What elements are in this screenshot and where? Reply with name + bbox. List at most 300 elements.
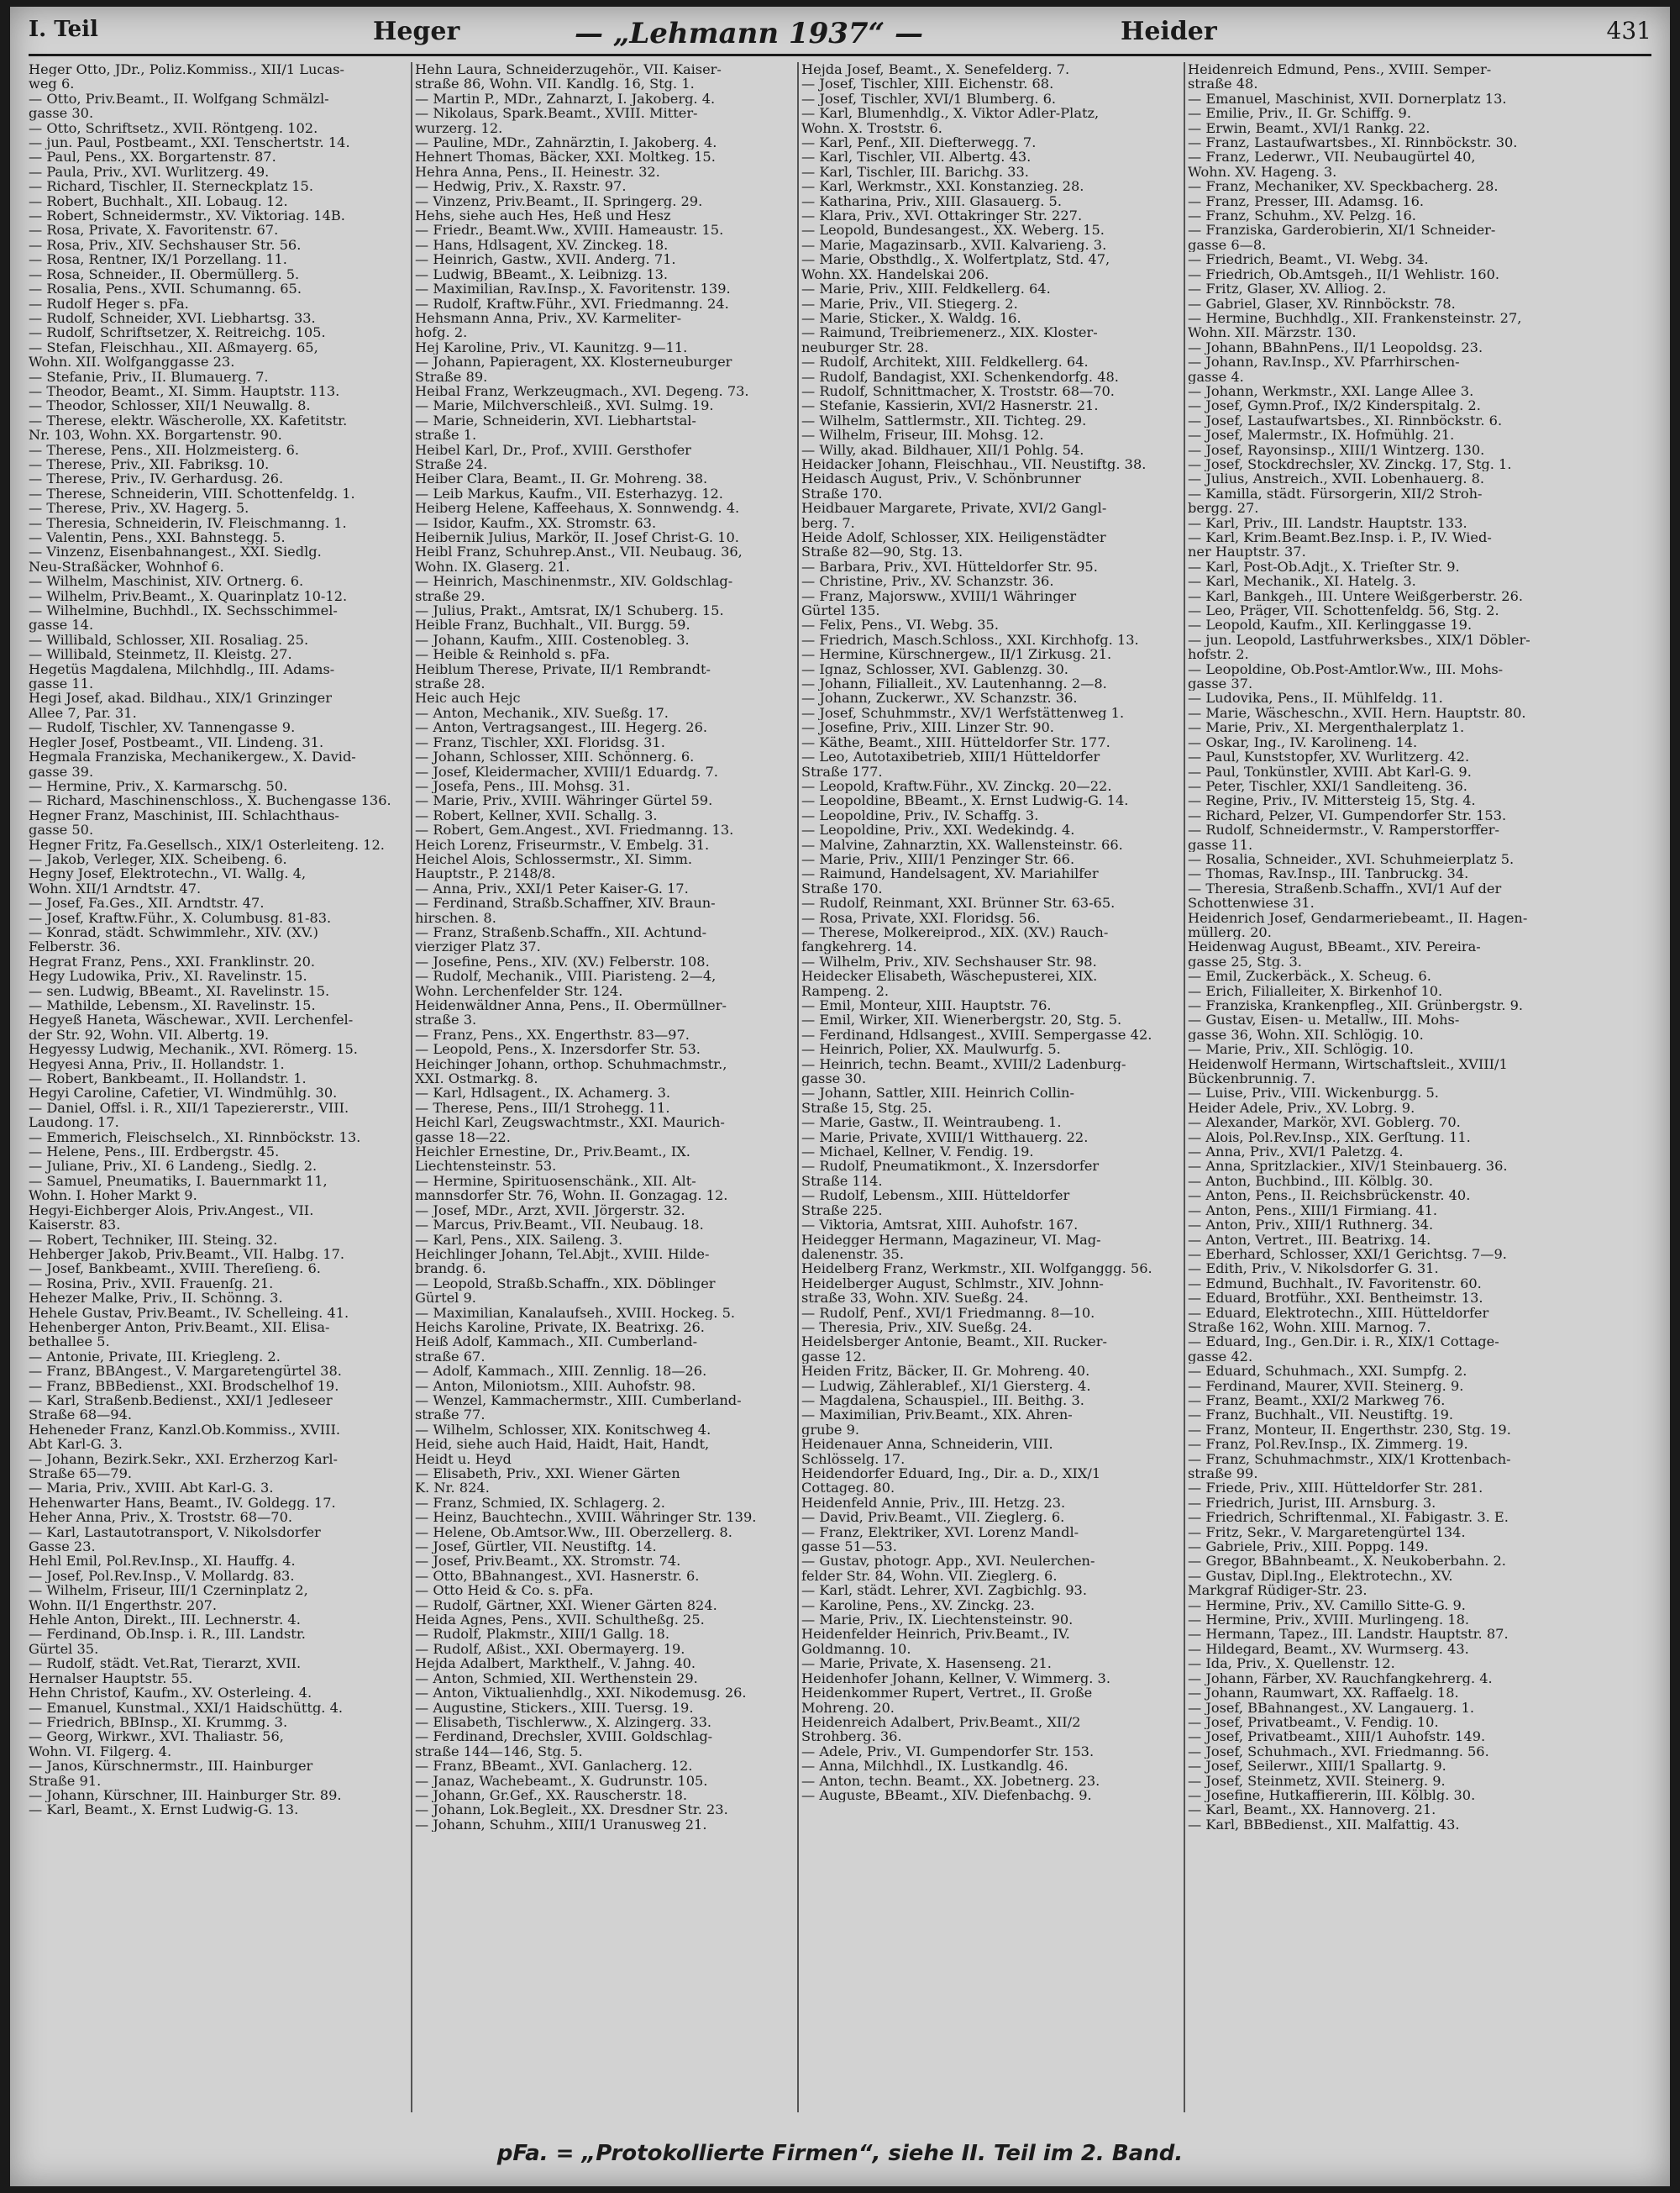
directory-line: Hegner Franz, Maschinist, III. Schlachthaus- (29, 807, 339, 823)
directory-line: Hehn Christof, Kaufm., XV. Osterleing. 4. (29, 1686, 312, 1701)
directory-line: — Rudolf, Schnittmacher, X. Troststr. 68—70. (801, 383, 1115, 399)
directory-line: — Therese, Priv., XV. Hagerg. 5. (29, 501, 249, 516)
directory-line: — Willibald, Steinmetz, II. Kleistg. 27. (29, 647, 292, 662)
directory-line: — Leopold, Bundesangest., XX. Weberg. 15. (801, 223, 1105, 238)
directory-line: — Therese, Pens., III/1 Strohegg. 11. (415, 1100, 670, 1116)
directory-line: Hehl Emil, Pol.Rev.Insp., XI. Hauffg. 4. (29, 1554, 296, 1569)
page-number: 431 (1606, 17, 1651, 45)
directory-line: Heibl Franz, Schuhrep.Anst., VII. Neubaug. 36, (415, 544, 743, 560)
directory-line: straße 29. (415, 588, 486, 604)
directory-line: — Leopold, Kraftw.Führ., XV. Zinckg. 20—22. (801, 778, 1112, 794)
directory-line: — Heinrich, Maschinenmstr., XIV. Goldschlag- (415, 574, 733, 589)
directory-line: Hegler Josef, Postbeamt., VII. Lindeng. 31. (29, 734, 324, 750)
directory-line: — Friedrich, Jurist, III. Arnsburg. 3. (1188, 1495, 1436, 1511)
directory-line: — Rosalia, Schneider., XVI. Schuhmeierplatz 5. (1188, 851, 1515, 867)
directory-line: — Raimund, Handelsagent, XV. Mariahilfer (801, 866, 1099, 881)
directory-line: — Gabriele, Priv., XIII. Poppg. 149. (1188, 1539, 1429, 1554)
directory-line: — Paula, Priv., XVI. Wurlitzerg. 49. (29, 164, 270, 180)
directory-line: — Rosa, Private, XXI. Floridsg. 56. (801, 910, 1041, 925)
directory-line: Hehnert Thomas, Bäcker, XXI. Moltkeg. 15. (415, 150, 716, 165)
directory-line: — Karl, Beamt., X. Ernst Ludwig-G. 13. (29, 1802, 299, 1817)
directory-line: — Heible & Reinhold s. pFa. (415, 647, 611, 662)
directory-line: Gasse 23. (29, 1539, 96, 1554)
directory-line: — Fritz, Glaser, XV. Alliog. 2. (1188, 281, 1387, 297)
directory-line: — Fritz, Sekr., V. Margaretengürtel 134. (1188, 1524, 1466, 1540)
directory-line: Heible Franz, Buchhalt., VII. Burgg. 59. (415, 618, 690, 633)
directory-line: — Anna, Spritzlackier., XIV/1 Steinbauerg. 36. (1188, 1159, 1508, 1174)
directory-line: — Friedrich, Beamt., VI. Webg. 34. (1188, 252, 1429, 267)
directory-line: — Richard, Maschinenschloss., X. Buchengasse 136. (29, 793, 391, 808)
directory-line: Cottageg. 80. (801, 1480, 895, 1496)
directory-line: — Christine, Priv., XV. Schanzstr. 36. (801, 574, 1054, 589)
directory-line: — Maximilian, Priv.Beamt., XIX. Ahren- (801, 1407, 1073, 1423)
directory-line: — Edmund, Buchhalt., IV. Favoritenstr. 60. (1188, 1275, 1482, 1291)
directory-line: Hegyesi Anna, Priv., II. Hollandstr. 1. (29, 1056, 285, 1072)
directory-line: Hegyessy Ludwig, Mechanik., XVI. Römerg. 15. (29, 1042, 358, 1057)
directory-line: — Marie, Magazinsarb., XVII. Kalvarieng. 3. (801, 237, 1107, 253)
directory-line: — Karl, Pens., XIX. Saileng. 3. (415, 1232, 623, 1247)
directory-line: — Samuel, Pneumatiks, I. Bauernmarkt 11, (29, 1173, 328, 1189)
directory-line: Heiber Clara, Beamt., II. Gr. Mohreng. 38. (415, 471, 708, 486)
directory-line: straße 86, Wohn. VII. Kandlg. 16, Stg. 1. (415, 76, 695, 92)
directory-line: — Leopoldine, Ob.Post-Amtlor.Ww., III. Mohs- (1188, 661, 1504, 677)
directory-line: — Jakob, Verleger, XIX. Scheibeng. 6. (29, 851, 287, 867)
directory-line: — Josefine, Hutkaffiererin, III. Kölblg. 30. (1188, 1787, 1476, 1803)
footer-note: pFa. = „Protokollierte Firmen“, siehe II. Teil im 2. Band. (496, 2141, 1184, 2166)
directory-line: Hegy Ludowika, Priv., XI. Ravelinstr. 15. (29, 969, 307, 984)
directory-line: — Karl, Werkmstr., XXI. Konstanzieg. 28. (801, 179, 1084, 194)
directory-line: Heiberg Helene, Kaffeehaus, X. Sonnwendg. 4. (415, 501, 740, 516)
directory-line: — Regine, Priv., IV. Mittersteig 15, Stg. 4. (1188, 793, 1476, 808)
directory-line: gasse 37. (1188, 676, 1253, 692)
directory-line: — Alois, Pol.Rev.Insp., XIX. Gerſtung. 11. (1188, 1129, 1471, 1145)
directory-line: — Hildegard, Beamt., XV. Wurmserg. 43. (1188, 1641, 1469, 1657)
directory-line: Heidenauer Anna, Schneiderin, VIII. (801, 1437, 1053, 1452)
directory-line: — Marie, Wäscheschn., XVII. Hern. Hauptstr. 80. (1188, 705, 1526, 721)
directory-line: — Ludwig, BBeamt., X. Leibnizg. 13. (415, 266, 669, 282)
directory-line: — Maximilian, Rav.Insp., X. Favoritenstr. 139. (415, 281, 731, 297)
directory-line: Goldmanng. 10. (801, 1641, 911, 1657)
directory-line: — Karl, Penf., XII. Diefterwegg. 7. (801, 135, 1037, 150)
directory-line: — Konrad, städt. Schwimmlehr., XIV. (XV.) (29, 924, 318, 940)
directory-line: Heic auch Hejc (415, 691, 521, 706)
directory-line: Heibel Karl, Dr., Prof., XVIII. Gersthofer (415, 442, 691, 457)
directory-line: — Heinrich, techn. Beamt., XVIII/2 Ladenburg- (801, 1056, 1126, 1072)
directory-line: — Ludwig, Zählerablef., XI/1 Giersterg. 4. (801, 1378, 1091, 1393)
directory-line: Mohreng. 20. (801, 1700, 895, 1715)
directory-line: — Ludovika, Pens., II. Mühlfeldg. 11. (1188, 691, 1443, 706)
directory-line: Heichel Alois, Schlossermstr., XI. Simm. (415, 851, 692, 867)
directory-line: — Franz, BBAngest., V. Margaretengürtel 38. (29, 1364, 342, 1379)
directory-line: — Marie, Priv., IX. Liechtensteinstr. 90. (801, 1612, 1074, 1628)
directory-line: Heidbauer Margarete, Private, XVI/2 Gangl- (801, 501, 1107, 516)
directory-line: Heichlinger Johann, Tel.Abjt., XVIII. Hilde- (415, 1246, 710, 1262)
directory-line: Heichler Ernestine, Dr., Priv.Beamt., IX. (415, 1144, 690, 1160)
directory-line: — Thomas, Rav.Insp., III. Tanbruckg. 34. (1188, 866, 1469, 881)
directory-line: — Wilhelm, Sattlermstr., XII. Tichteg. 29. (801, 413, 1087, 429)
directory-line: — Hermann, Tapez., III. Landstr. Hauptstr. 87. (1188, 1627, 1509, 1642)
directory-line: — Rosa, Private, X. Favoritenstr. 67. (29, 223, 279, 238)
directory-line: — Raimund, Treibriemenerz., XIX. Kloster- (801, 325, 1098, 340)
directory-line: — Rudolf, Architekt, XIII. Feldkellerg. 64. (801, 355, 1089, 370)
directory-line: — Luise, Priv., VIII. Wickenburgg. 5. (1188, 1086, 1439, 1101)
directory-line: — Rosa, Priv., XIV. Sechshauser Str. 56. (29, 237, 302, 253)
directory-line: — Josef, Schuhmach., XVI. Friedmanng. 56. (1188, 1743, 1489, 1759)
directory-line: — Leopold, Kaufm., XII. Kerlinggasse 19. (1188, 618, 1473, 633)
directory-line: — Franz, Pol.Rev.Insp., IX. Zimmerg. 19. (1188, 1437, 1468, 1452)
directory-line: straße 28. (415, 676, 486, 692)
directory-line: — Franz, Monteur, II. Engerthstr. 230, Stg. 19. (1188, 1422, 1511, 1438)
directory-line: — Marie, Priv., VII. Stiegerg. 2. (801, 296, 1018, 311)
directory-line: Hauptstr., P. 2148/8. (415, 866, 556, 881)
directory-page (10, 7, 1670, 2186)
directory-line: Hegyeß Haneta, Wäschewar., XVII. Lerchenfel- (29, 1012, 354, 1028)
directory-line: — Therese, Priv., XII. Fabriksg. 10. (29, 456, 270, 472)
directory-line: — Antonie, Private, III. Kriegleng. 2. (29, 1349, 281, 1365)
directory-line: Allee 7, Par. 31. (29, 705, 137, 721)
directory-line: — Julius, Anstreich., XVII. Lobenhauerg. 8. (1188, 471, 1485, 486)
column-divider (411, 62, 412, 2112)
directory-line: Hehberger Jakob, Priv.Beamt., VII. Halbg. 17. (29, 1246, 345, 1262)
directory-line: — Theresia, Schneiderin, IV. Fleischmanng. 1. (29, 515, 347, 530)
directory-line: — Hans, Hdlsagent, XV. Zinckeg. 18. (415, 237, 669, 253)
directory-line: — Emanuel, Maschinist, XVII. Dornerplatz 13. (1188, 91, 1507, 107)
directory-line: — Helene, Ob.Amtsor.Ww., III. Oberzellerg. 8. (415, 1524, 732, 1540)
directory-line: Straße 15, Stg. 25. (801, 1100, 932, 1116)
directory-line: — Robert, Kellner, XVII. Schallg. 3. (415, 807, 658, 823)
directory-line: Heichinger Johann, orthop. Schuhmachmstr., (415, 1056, 727, 1072)
directory-line: Heher Anna, Priv., X. Troststr. 68—70. (29, 1510, 293, 1525)
directory-line: — Janos, Kürschnermstr., III. Hainburger (29, 1759, 313, 1774)
directory-line: gasse 14. (29, 618, 94, 633)
directory-line: — Leopold, Pens., X. Inzersdorfer Str. 53. (415, 1042, 701, 1057)
directory-line: — Johann, Raumwart, XX. Raffaelg. 18. (1188, 1686, 1459, 1701)
directory-line: Heibal Franz, Werkzeugmach., XVI. Degeng. 73. (415, 383, 749, 399)
directory-line: Wohn. Lerchenfelder Str. 124. (415, 983, 623, 998)
directory-line: Straße 82—90, Stg. 13. (801, 544, 963, 560)
directory-line: — Johann, Werkmstr., XXI. Lange Allee 3. (1188, 383, 1474, 399)
directory-line: — Katharina, Priv., XIII. Glasauerg. 5. (801, 193, 1062, 209)
directory-line: — Johann, Filialleit., XV. Lautenhanng. 2—8. (801, 676, 1107, 692)
directory-line: Hegny Josef, Elektrotechn., VI. Wallg. 4, (29, 866, 307, 881)
directory-line: — Hermine, Priv., XV. Camillo Sitte-G. 9. (1188, 1597, 1466, 1613)
directory-line: bethallee 5. (29, 1334, 110, 1349)
directory-line: — Emil, Wirker, XII. Wienerbergstr. 20, Stg. 5. (801, 1012, 1122, 1028)
directory-line: — Robert, Gem.Angest., XVI. Friedmanng. 13. (415, 823, 734, 838)
directory-line: gasse 42. (1188, 1349, 1253, 1365)
directory-line: — Friedrich, BBInsp., XI. Krummg. 3. (29, 1714, 288, 1730)
column-1 (29, 62, 405, 2112)
directory-line: Wohn. XII. Märzstr. 130. (1188, 325, 1357, 340)
directory-line: weg 6. (29, 76, 75, 92)
directory-line: — Josef, Kraftw.Führ., X. Columbusg. 81-83. (29, 910, 332, 925)
directory-line: Schottenwiese 31. (1188, 896, 1315, 911)
directory-line: — Vinzenz, Eisenbahnangest., XXI. Siedlg. (29, 544, 322, 560)
directory-line: — Johann, Zuckerwr., XV. Schanzstr. 36. (801, 691, 1078, 706)
directory-line: Heidenreich Adalbert, Priv.Beamt., XII/2 (801, 1714, 1081, 1730)
directory-line: — Theodor, Beamt., XI. Simm. Hauptstr. 113. (29, 383, 340, 399)
directory-line: — Valentin, Pens., XXI. Bahnstegg. 5. (29, 530, 286, 545)
directory-line: — Karl, Krim.Beamt.Bez.Insp. i. P., IV. Wied- (1188, 530, 1492, 545)
directory-line: — Leib Markus, Kaufm., VII. Esterhazyg. 12. (415, 486, 723, 502)
directory-line: — Johann, Schuhm., XIII/1 Uranusweg 21. (415, 1817, 707, 1833)
directory-line: Heidacker Johann, Fleischhau., VII. Neustiftg. 38. (801, 456, 1147, 472)
directory-line: Heide Adolf, Schlosser, XIX. Heiligenstädter (801, 530, 1106, 545)
directory-line: — Anton, Priv., XIII/1 Ruthnerg. 34. (1188, 1217, 1434, 1233)
directory-line: Straße 162, Wohn. XIII. Marnog. 7. (1188, 1319, 1431, 1335)
directory-line: — Therese, Molkereiprod., XIX. (XV.) Rauch- (801, 924, 1109, 940)
directory-line: Heger Otto, JDr., Poliz.Kommiss., XII/1 Lucas- (29, 62, 344, 77)
last-entry-name: Heider (1121, 17, 1217, 46)
directory-line: straße 99. (1188, 1466, 1258, 1481)
directory-line: müllerg. 20. (1188, 924, 1272, 940)
directory-line: — Augustine, Stickers., XIII. Tuersg. 19. (415, 1700, 694, 1715)
directory-line: Hehs, siehe auch Hes, Heß und Hesz (415, 208, 671, 224)
directory-line: — Josef, Gymn.Prof., IX/2 Kinderspitalg. 2. (1188, 398, 1481, 413)
directory-line: straße 48. (1188, 76, 1258, 92)
directory-line: — Franz, Lederwr., VII. Neubaugürtel 40, (1188, 150, 1476, 165)
directory-line: — Maria, Priv., XVIII. Abt Karl-G. 3. (29, 1480, 274, 1496)
directory-line: — Rudolf, Plakmstr., XIII/1 Gallg. 18. (415, 1627, 669, 1642)
directory-line: — Otto, BBahnangest., XVI. Hasnerstr. 6. (415, 1568, 700, 1584)
column-3 (801, 62, 1178, 2112)
directory-line: — Karl, Hdlsagent., IX. Achamerg. 3. (415, 1086, 671, 1101)
directory-line: gasse 39. (29, 764, 94, 779)
directory-line: — Anton, Buchbind., III. Kölblg. 30. (1188, 1173, 1433, 1189)
directory-line: — Josef, Lastaufwartsbes., XI. Rinnböckstr. 6. (1188, 413, 1503, 429)
directory-line: — Johann, Kaufm., XIII. Costenobleg. 3. (415, 632, 690, 648)
directory-line: — Rosina, Priv., XVII. Frauenſg. 21. (29, 1275, 274, 1291)
directory-line: Wohn. XV. Hageng. 3. (1188, 164, 1337, 180)
directory-line: — Rudolf, städt. Vet.Rat, Tierarzt, XVII. (29, 1656, 302, 1671)
directory-line: Hegyi Caroline, Cafetier, VI. Windmühlg. 30. (29, 1086, 338, 1101)
directory-line: gasse 25, Stg. 3. (1188, 954, 1302, 970)
directory-line: — Marie, Schneiderin, XVI. Liebhartstal- (415, 413, 696, 429)
directory-line: — Josef, Steinmetz, XVII. Steinerg. 9. (1188, 1773, 1446, 1788)
directory-line: — Karl, Mechanik., XI. Hatelg. 3. (1188, 574, 1416, 589)
directory-line: Heidenreich Edmund, Pens., XVIII. Semper- (1188, 62, 1492, 77)
directory-line: — Josef, Seilerwr., XIII/1 Spallartg. 9. (1188, 1759, 1446, 1774)
directory-line: Heid, siehe auch Haid, Haidt, Hait, Handt, (415, 1437, 710, 1452)
directory-line: — Paul, Pens., XX. Borgartenstr. 87. (29, 150, 276, 165)
directory-line: — Leopoldine, Priv., XXI. Wedekindg. 4. (801, 823, 1075, 838)
directory-line: Heheneder Franz, Kanzl.Ob.Kommiss., XVIII. (29, 1422, 341, 1438)
directory-line: — Josef, MDr., Arzt, XVII. Jörgerstr. 32. (415, 1202, 685, 1218)
directory-line: Rampeng. 2. (801, 983, 890, 998)
directory-line: Strohberg. 36. (801, 1729, 902, 1744)
directory-line: — Karl, Straßenb.Bedienst., XXI/1 Jedleseer (29, 1392, 333, 1408)
directory-line: — Josef, Malermstr., IX. Hofmühlg. 21. (1188, 428, 1455, 443)
directory-line: — Rudolf, Lebensm., XIII. Hütteldorfer (801, 1188, 1070, 1203)
directory-line: — Adolf, Kammach., XIII. Zennlig. 18—26. (415, 1364, 707, 1379)
directory-line: gasse 30. (29, 106, 94, 121)
directory-line: — Erich, Filialleiter, X. Birkenhof 10. (1188, 983, 1443, 998)
directory-line: — Karl, Lastautotransport, V. Nikolsdorfer (29, 1524, 321, 1540)
directory-line: Hehezer Malke, Priv., II. Schönng. 3. (29, 1291, 283, 1306)
directory-line: — Rudolf, Schneidermstr., V. Ramperstorffer- (1188, 823, 1499, 838)
directory-line: — Martin P., MDr., Zahnarzt, I. Jakoberg. 4. (415, 91, 716, 107)
directory-line: — Rudolf, Aßist., XXI. Obermayerg. 19. (415, 1641, 685, 1657)
directory-line: — Johann, Rav.Insp., XV. Pfarrhirschen- (1188, 355, 1460, 370)
directory-line: — Franz, Schuhmachmstr., XIX/1 Krottenbach- (1188, 1451, 1511, 1466)
directory-line: fangkehrerg. 14. (801, 939, 917, 955)
directory-line: straße 67. (415, 1349, 486, 1365)
directory-line: — Gabriel, Glaser, XV. Rinnböckstr. 78. (1188, 296, 1456, 311)
directory-line: Heidenfelder Heinrich, Priv.Beamt., IV. (801, 1627, 1070, 1642)
directory-line: — Marcus, Priv.Beamt., VII. Neubaug. 18. (415, 1217, 704, 1233)
directory-line: Hehle Anton, Direkt., III. Lechnerstr. 4. (29, 1612, 301, 1628)
directory-line: — Julius, Prakt., Amtsrat, IX/1 Schuberg. 15. (415, 603, 724, 618)
column-2 (415, 62, 791, 2112)
directory-line: gasse 18—22. (415, 1129, 511, 1145)
directory-line: Hehenberger Anton, Priv.Beamt., XII. Elisa- (29, 1319, 330, 1335)
directory-line: Laudong. 17. (29, 1115, 119, 1130)
directory-line: — Eduard, Elektrotechn., XIII. Hütteldorfer (1188, 1305, 1489, 1320)
directory-line: ner Hauptstr. 37. (1188, 544, 1306, 560)
directory-line: — Josefine, Priv., XIII. Linzer Str. 90. (801, 720, 1054, 735)
directory-line: — Franziska, Krankenpfleg., XII. Grünbergstr. 9. (1188, 998, 1524, 1013)
directory-line: — Marie, Sticker., X. Waldg. 16. (801, 310, 1021, 326)
directory-line: bergg. 27. (1188, 501, 1259, 516)
directory-line: — Josef, Bankbeamt., XVIII. Thereſieng. 6. (29, 1261, 321, 1276)
directory-line: — Marie, Private, X. Hasenseng. 21. (801, 1656, 1052, 1671)
directory-line: Felberstr. 36. (29, 939, 121, 955)
directory-line: — Willibald, Schlosser, XII. Rosaliag. 25. (29, 632, 309, 648)
directory-line: Heichl Karl, Zeugswachtmstr., XXI. Maurich- (415, 1115, 725, 1130)
directory-line: Straße 65—79. (29, 1466, 133, 1481)
directory-line: — Stefanie, Priv., II. Blumauerg. 7. (29, 369, 269, 384)
directory-line: — Marie, Priv., XIII. Feldkellerg. 64. (801, 281, 1051, 297)
directory-line: — Rudolf, Gärtner, XXI. Wiener Gärten 824. (415, 1597, 717, 1613)
directory-line: — Anton, Pens., XIII/1 Firmiang. 41. (1188, 1202, 1438, 1218)
directory-line: K. Nr. 824. (415, 1480, 490, 1496)
directory-line: — Anna, Milchhdl., IX. Lustkandlg. 46. (801, 1759, 1068, 1774)
directory-line: — Johann, Gr.Gef., XX. Rauscherstr. 18. (415, 1787, 688, 1803)
directory-line: — Therese, Schneiderin, VIII. Schottenfeldg. 1. (29, 486, 355, 502)
directory-line: — Stefan, Fleischhau., XII. Aßmayerg. 65, (29, 339, 318, 355)
directory-line: felder Str. 84, Wohn. VII. Zieglerg. 6. (801, 1568, 1058, 1584)
directory-line: Heidelsberger Antonie, Beamt., XII. Rucker- (801, 1334, 1107, 1349)
directory-line: mannsdorfer Str. 76, Wohn. II. Gonzagag. 12. (415, 1188, 728, 1203)
directory-line: Heidenwolf Hermann, Wirtschaftsleit., XVIII/1 (1188, 1056, 1508, 1072)
directory-line: — Wenzel, Kammachermstr., XIII. Cumberland- (415, 1392, 742, 1408)
directory-line: — Josef, Tischler, XVI/1 Blumberg. 6. (801, 91, 1057, 107)
directory-line: gasse 30. (801, 1071, 867, 1086)
directory-line: straße 77. (415, 1407, 486, 1423)
directory-line: Abt Karl-G. 3. (29, 1437, 123, 1452)
directory-line: Heidenrich Josef, Gendarmeriebeamt., II. Hagen- (1188, 910, 1528, 925)
directory-line: — Emmerich, Fleischselch., XI. Rinnböckstr. 13. (29, 1129, 361, 1145)
directory-line: — Isidor, Kaufm., XX. Stromstr. 63. (415, 515, 657, 530)
directory-line: — Eduard, Brotführ., XXI. Bentheimstr. 13. (1188, 1291, 1483, 1306)
directory-line: — Karl, Post-Ob.Adjt., X. Trieſter Str. 9. (1188, 559, 1460, 575)
directory-line: Heibernik Julius, Markör, II. Josef Christ-G. 10. (415, 530, 739, 545)
directory-line: — Rudolf, Schriftsetzer, X. Reitreichg. 105. (29, 325, 326, 340)
directory-line: — Magdalena, Schauspiel., III. Beithg. 3. (801, 1392, 1084, 1408)
directory-line: — Friedrich, Ob.Amtsgeh., II/1 Wehlistr. 160. (1188, 266, 1500, 282)
directory-line: Hegetüs Magdalena, Milchhdlg., III. Adams- (29, 661, 335, 677)
directory-line: — Felix, Pens., VI. Webg. 35. (801, 618, 999, 633)
directory-line: Gürtel 9. (415, 1291, 476, 1306)
directory-line: — Therese, Priv., IV. Gerhardusg. 26. (29, 471, 284, 486)
directory-line: Wohn. XII. Wolfganggasse 23. (29, 355, 235, 370)
directory-line: — Nikolaus, Spark.Beamt., XVIII. Mitter- (415, 106, 698, 121)
directory-line: — Rudolf, Bandagist, XXI. Schenkendorfg. 48. (801, 369, 1119, 384)
directory-line: — Rudolf, Reinmant, XXI. Brünner Str. 63-65. (801, 896, 1116, 911)
directory-line: — Anton, Pens., II. Reichsbrückenstr. 40. (1188, 1188, 1471, 1203)
directory-line: — Josef, Fa.Ges., XII. Arndtstr. 47. (29, 896, 265, 911)
directory-line: Hehsmann Anna, Priv., XV. Karmeliter- (415, 310, 682, 326)
directory-line: — Robert, Schneidermstr., XV. Viktoriag. 14B. (29, 208, 345, 224)
directory-line: — Eberhard, Schlosser, XXI/1 Gerichtsg. 7—9. (1188, 1246, 1507, 1262)
directory-line: — Marie, Priv., XII. Schlögig. 10. (1188, 1042, 1414, 1057)
directory-line: Hejda Adalbert, Markthelf., V. Jahng. 40. (415, 1656, 696, 1671)
directory-line: — Josef, Kleidermacher, XVIII/1 Eduardg. 7. (415, 764, 718, 779)
directory-line: Hehele Gustav, Priv.Beamt., IV. Schelleing. 41. (29, 1305, 349, 1320)
directory-line: Hernalser Hauptstr. 55. (29, 1670, 193, 1686)
directory-line: Heidelberg Franz, Werkmstr., XII. Wolfganggg. 56. (801, 1261, 1152, 1276)
directory-line: — Rosa, Schneider., II. Obermüllerg. 5. (29, 266, 300, 282)
directory-line: Straße 170. (801, 881, 883, 897)
directory-line: — Karl, Blumenhdlg., X. Viktor Adler-Platz, (801, 106, 1100, 121)
directory-line: — Franz, Buchhalt., VII. Neustiftg. 19. (1188, 1407, 1454, 1423)
directory-line: Heiblum Therese, Private, II/1 Rembrandt- (415, 661, 711, 677)
directory-line: — Josef, Pol.Rev.Insp., V. Mollardg. 83. (29, 1568, 295, 1584)
directory-line: — Hermine, Buchhdlg., XII. Frankensteinstr. 27, (1188, 310, 1522, 326)
directory-line: Straße 68—94. (29, 1407, 133, 1423)
directory-line: Heich Lorenz, Friseurmstr., V. Embelg. 31. (415, 837, 710, 852)
directory-line: Straße 114. (801, 1173, 883, 1189)
directory-line: — Erwin, Beamt., XVI/1 Rankg. 22. (1188, 120, 1431, 136)
directory-line: — Helene, Pens., III. Erdbergstr. 45. (29, 1144, 280, 1160)
directory-line: — Robert, Bankbeamt., II. Hollandstr. 1. (29, 1071, 307, 1086)
directory-line: — Hermine, Priv., XVIII. Murlingeng. 18. (1188, 1612, 1470, 1628)
directory-line: — Franziska, Garderobierin, XI/1 Schneider- (1188, 223, 1496, 238)
directory-line: — Eduard, Ing., Gen.Dir. i. R., XIX/1 Cottage- (1188, 1334, 1499, 1349)
directory-line: — Josefa, Pens., III. Mohsg. 31. (415, 778, 631, 794)
directory-line: straße 3. (415, 1012, 477, 1028)
directory-line: — Josef, Stockdrechsler, XV. Zinckg. 17, Stg. 1. (1188, 456, 1512, 472)
directory-line: — Ferdinand, Ob.Insp. i. R., III. Landstr. (29, 1627, 306, 1642)
directory-line: — Wilhelm, Friseur, III. Mohsg. 12. (801, 428, 1044, 443)
directory-line: — Franz, BBeamt., XVI. Ganlacherg. 12. (415, 1759, 693, 1774)
directory-line: — Heinrich, Polier, XX. Maulwurfg. 5. (801, 1042, 1061, 1057)
directory-line: — Wilhelm, Priv.Beamt., X. Quarinplatz 10-12. (29, 588, 348, 604)
column-divider (797, 62, 799, 2112)
directory-line: Kaiserstr. 83. (29, 1217, 121, 1233)
directory-line: — Franz, Lastaufwartsbes., XI. Rinnböckstr. 30. (1188, 135, 1518, 150)
directory-line: — Franz, Tischler, XXI. Floridsg. 31. (415, 734, 665, 750)
directory-line: — Marie, Milchverschleiß., XVI. Sulmg. 19. (415, 398, 714, 413)
header-rule (29, 54, 1651, 56)
directory-line: — Oskar, Ing., IV. Karolineng. 14. (1188, 734, 1418, 750)
directory-line: gasse 51—53. (801, 1539, 897, 1554)
directory-line: — Ferdinand, Drechsler, XVIII. Goldschlag- (415, 1729, 713, 1744)
directory-line: — Gustav, photogr. App., XVI. Neulerchen- (801, 1554, 1095, 1569)
directory-line: — Edith, Priv., V. Nikolsdorfer G. 31. (1188, 1261, 1439, 1276)
directory-line: — Otto Heid & Co. s. pFa. (415, 1583, 594, 1598)
page-header (29, 13, 1651, 50)
directory-line: Gürtel 135. (801, 603, 880, 618)
directory-line: — Heinrich, Gastw., XVII. Anderg. 71. (415, 252, 676, 267)
directory-line: Heidasch August, Priv., V. Schönbrunner (801, 471, 1081, 486)
directory-line: — Auguste, BBeamt., XIV. Diefenbachg. 9. (801, 1787, 1092, 1803)
directory-line: — Josefine, Pens., XIV. (XV.) Felberstr. 108. (415, 954, 710, 970)
directory-line: Straße 91. (29, 1773, 102, 1788)
directory-line: — Karl, Beamt., XX. Hannoverg. 21. (1188, 1802, 1436, 1817)
directory-line: Wohn. IX. Glaserg. 21. (415, 559, 570, 575)
directory-line: — Richard, Pelzer, VI. Gumpendorfer Str. 153. (1188, 807, 1507, 823)
